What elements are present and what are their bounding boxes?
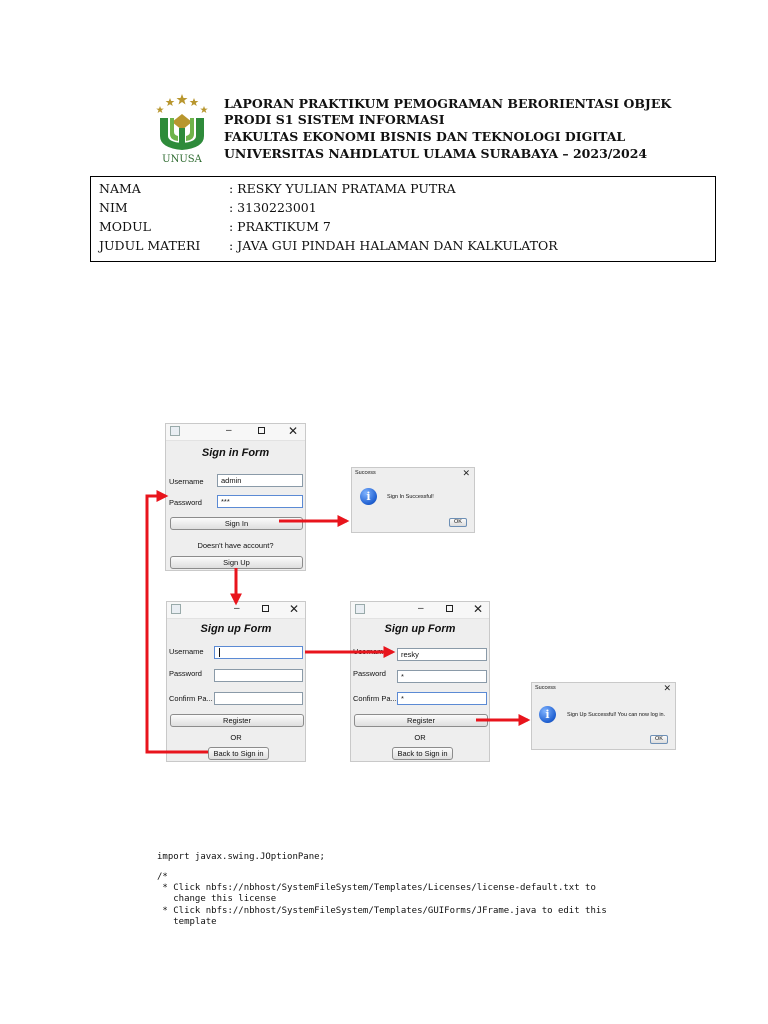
info-label: NAMA bbox=[99, 181, 141, 196]
close-icon[interactable]: ✕ bbox=[462, 468, 470, 478]
code-line-4: * Click nbfs://nbhost/SystemFileSystem/Templates/Licenses/license-default.txt to bbox=[157, 883, 596, 893]
info-label: MODUL bbox=[99, 219, 151, 234]
info-icon: i bbox=[539, 706, 556, 723]
password-label: Password bbox=[353, 669, 386, 678]
username-label: Username bbox=[353, 647, 388, 656]
info-value: : 3130223001 bbox=[229, 200, 317, 215]
code-line-5: change this license bbox=[157, 894, 277, 904]
confirm-password-label: Confirm Pa... bbox=[353, 694, 397, 703]
arrow-back-to-signin bbox=[147, 496, 208, 752]
or-text: OR bbox=[230, 733, 242, 742]
password-label: Password bbox=[169, 669, 202, 678]
signup-button[interactable]: Sign Up bbox=[170, 556, 303, 569]
header-line-4: UNIVERSITAS NAHDLATUL ULAMA SURABAYA – 2023/2024 bbox=[224, 146, 648, 161]
code-line-3: /* bbox=[157, 872, 168, 882]
username-label: Username bbox=[169, 477, 204, 486]
dialog-title: Success bbox=[355, 470, 376, 476]
back-to-signin-button[interactable]: Back to Sign in bbox=[208, 747, 269, 760]
signin-form-title: Sign in Form bbox=[201, 447, 270, 459]
info-label: NIM bbox=[99, 200, 128, 215]
close-icon[interactable]: ✕ bbox=[663, 683, 671, 693]
dialog-message: Sign Up Successful! You can now log in. bbox=[567, 712, 666, 718]
or-text: OR bbox=[414, 733, 426, 742]
dialog-title: Success bbox=[535, 685, 556, 691]
username-input[interactable]: resky bbox=[397, 648, 487, 661]
minimize-icon[interactable]: – bbox=[234, 603, 240, 614]
close-icon[interactable]: ✕ bbox=[288, 424, 299, 438]
info-value: : PRAKTIKUM 7 bbox=[229, 219, 331, 234]
logo-text: UNUSA bbox=[162, 154, 202, 164]
dialog-message: Sign In Successful! bbox=[387, 494, 434, 500]
register-button[interactable]: Register bbox=[354, 714, 488, 727]
password-label: Password bbox=[169, 498, 202, 507]
minimize-icon[interactable]: – bbox=[226, 425, 232, 436]
header-line-1: LAPORAN PRAKTIKUM PEMOGRAMAN BERORIENTASI OBJEK bbox=[224, 96, 672, 111]
username-label: Username bbox=[169, 647, 204, 656]
header-line-2: PRODI S1 SISTEM INFORMASI bbox=[224, 112, 445, 127]
info-label: JUDUL MATERI bbox=[99, 238, 201, 253]
signin-button[interactable]: Sign In bbox=[170, 517, 303, 530]
username-input[interactable]: admin bbox=[217, 474, 303, 487]
password-input[interactable]: * bbox=[397, 670, 487, 683]
confirm-password-input[interactable]: * bbox=[397, 692, 487, 705]
ok-button[interactable]: OK bbox=[449, 518, 467, 527]
confirm-password-label: Confirm Pa... bbox=[169, 694, 213, 703]
minimize-icon[interactable]: – bbox=[418, 603, 424, 614]
register-button[interactable]: Register bbox=[170, 714, 304, 727]
no-account-text: Doesn't have account? bbox=[197, 541, 274, 550]
code-line-7: template bbox=[157, 917, 217, 927]
info-value: : RESKY YULIAN PRATAMA PUTRA bbox=[229, 181, 456, 196]
back-to-signin-button[interactable]: Back to Sign in bbox=[392, 747, 453, 760]
ok-button[interactable]: OK bbox=[650, 735, 668, 744]
info-value: : JAVA GUI PINDAH HALAMAN DAN KALKULATOR bbox=[229, 238, 558, 253]
password-input[interactable]: *** bbox=[217, 495, 303, 508]
code-line-6: * Click nbfs://nbhost/SystemFileSystem/Templates/GUIForms/JFrame.java to edit this bbox=[157, 906, 607, 916]
info-icon: i bbox=[360, 488, 377, 505]
header-line-3: FAKULTAS EKONOMI BISNIS DAN TEKNOLOGI DIGITAL bbox=[224, 129, 626, 144]
signup-form-title: Sign up Form bbox=[384, 623, 456, 635]
signup-form-title: Sign up Form bbox=[200, 623, 272, 635]
close-icon[interactable]: ✕ bbox=[289, 602, 300, 616]
code-line-1: import javax.swing.JOptionPane; bbox=[157, 852, 325, 862]
close-icon[interactable]: ✕ bbox=[473, 602, 484, 616]
